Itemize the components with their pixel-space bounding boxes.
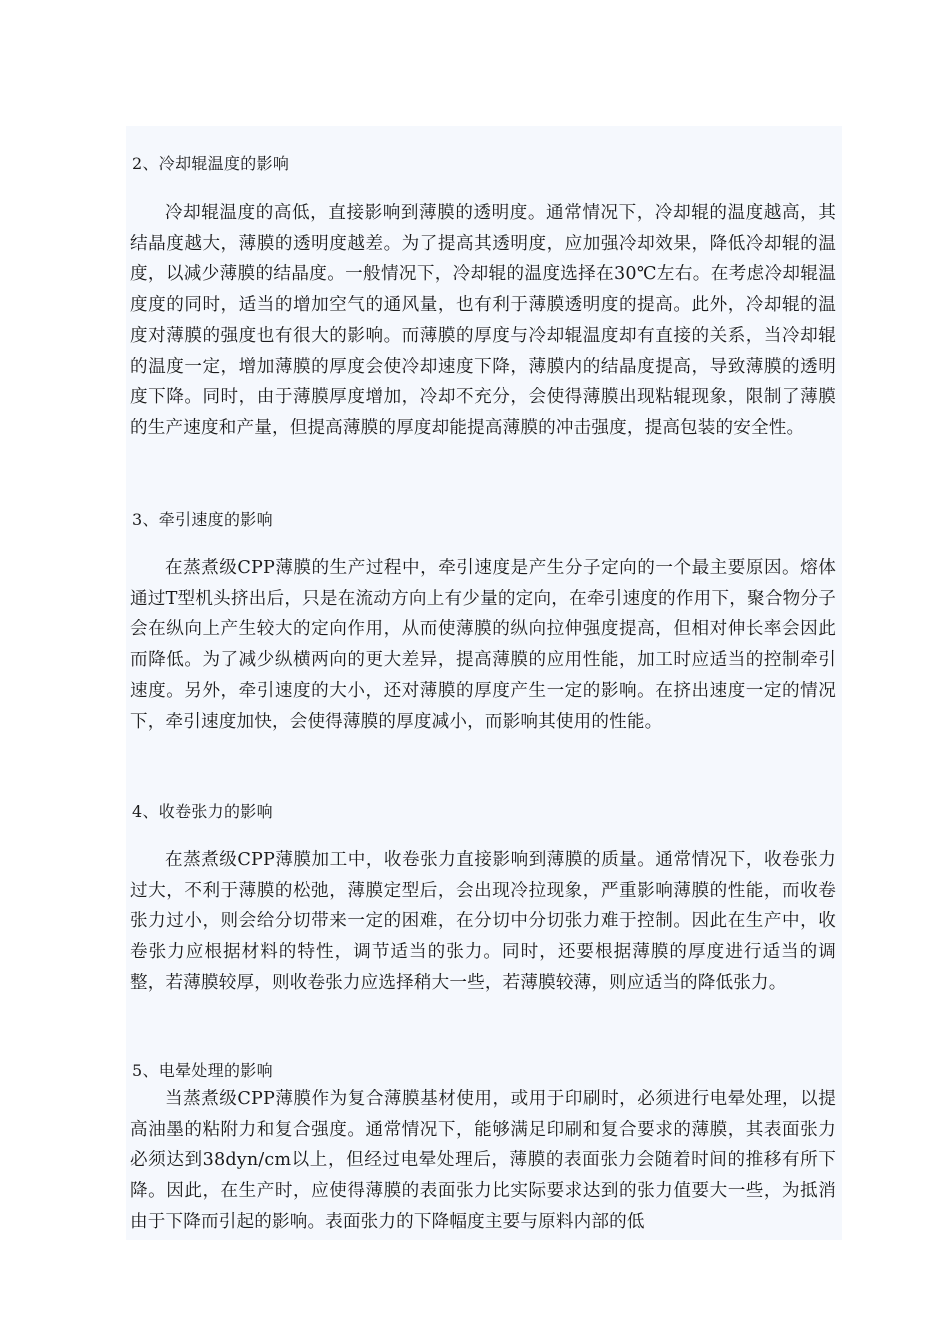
section-body-haul-off-speed: 在蒸煮级CPP薄膜的生产过程中，牵引速度是产生分子定向的一个最主要原因。熔体通过T型机头挤出后，只是在流动方向上有少量的定向，在牵引速度的作用下，聚合物分子会在纵向上产生较大的定向作用，从而使薄膜的纵向拉伸强度提高，但相对伸长率会因此而降低。为了减少纵横两向的更大差异，提高薄膜的应用性能，加工时应适当的控制牵引速度。另外，牵引速度的大小，还对薄膜的厚度产生一定的影响。在挤出速度一定的情况下，牵引速度加快，会使得薄膜的厚度减小，而影响其使用的性能。: [130, 558, 836, 732]
section-heading-winding-tension: 4、收卷张力的影响: [132, 802, 273, 821]
section-heading-chill-roll-temperature: 2、冷却辊温度的影响: [132, 154, 290, 173]
section-body-corona-treatment: 当蒸煮级CPP薄膜作为复合薄膜基材使用，或用于印刷时，必须进行电晕处理，以提高油墨的粘附力和复合强度。通常情况下，能够满足印刷和复合要求的薄膜，其表面张力必须达到38dyn/cm以上，但经过电晕处理后，薄膜的表面张力会随着时间的推移有所下降。因此，在生产时，应使得薄膜的表面张力比实际要求达到的张力值要大一些，为抵消由于下降而引起的影响。表面张力的下降幅度主要与原料内部的低: [130, 1089, 836, 1232]
section-body-winding-tension: 在蒸煮级CPP薄膜加工中，收卷张力直接影响到薄膜的质量。通常情况下，收卷张力过大，不利于薄膜的松弛，薄膜定型后，会出现冷拉现象，严重影响薄膜的性能，而收卷张力过小，则会给分切带来一定的困难，在分切中分切张力难于控制。因此在生产中，收卷张力应根据材料的特性，调节适当的张力。同时，还要根据薄膜的厚度进行适当的调整，若薄膜较厚，则收卷张力应选择稍大一些，若薄膜较薄，则应适当的降低张力。: [130, 850, 836, 993]
document-page: [126, 126, 842, 1240]
section-heading-corona-treatment: 5、电晕处理的影响: [132, 1061, 273, 1080]
section-heading-haul-off-speed: 3、牵引速度的影响: [132, 510, 273, 529]
section-body-chill-roll-temperature: 冷却辊温度的高低，直接影响到薄膜的透明度。通常情况下，冷却辊的温度越高，其结晶度越大，薄膜的透明度越差。为了提高其透明度，应加强冷却效果，降低冷却辊的温度，以减少薄膜的结晶度。一般情况下，冷却辊的温度选择在30℃左右。在考虑冷却辊温度度的同时，适当的增加空气的通风量，也有利于薄膜透明度的提高。此外，冷却辊的温度对薄膜的强度也有很大的影响。而薄膜的厚度与冷却辊温度却有直接的关系，当冷却辊的温度一定，增加薄膜的厚度会使冷却速度下降，薄膜内的结晶度提高，导致薄膜的透明度下降。同时，由于薄膜厚度增加，冷却不充分，会使得薄膜出现粘辊现象，限制了薄膜的生产速度和产量，但提高薄膜的厚度却能提高薄膜的冲击强度，提高包装的安全性。: [130, 203, 836, 438]
